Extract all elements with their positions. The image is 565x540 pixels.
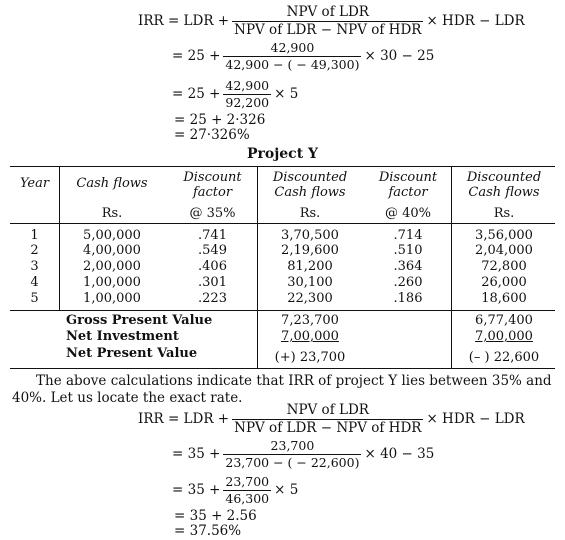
unit-df-35: @ 35% — [189, 206, 236, 221]
irr-formula-2-step-3: = 35 + 2.56 — [174, 508, 257, 524]
fraction-denominator: NPV of LDR − NPV of HDR — [234, 419, 422, 436]
fraction-denominator: 42,900 − ( − 49,300) — [225, 56, 360, 72]
irr-formula-2-step-2 — [172, 476, 298, 505]
cell-cash-flow: 1,00,000 — [83, 275, 141, 290]
cell-df-40: .364 — [393, 259, 423, 274]
fraction-denominator: 92,200 — [225, 94, 270, 110]
table-divider-2 — [257, 166, 258, 368]
cell-dcf-35: 81,200 — [287, 259, 333, 274]
cell-year: 3 — [30, 259, 39, 274]
net-present-value-40: (– ) 22,600 — [468, 350, 540, 365]
step-fraction — [223, 440, 361, 469]
cell-df-40: .510 — [393, 243, 423, 258]
cell-dcf-40: 3,56,000 — [475, 228, 533, 243]
irr-formula-main — [138, 6, 525, 37]
cell-df-35: .549 — [198, 243, 227, 258]
fraction-numerator: 23,700 — [225, 474, 270, 489]
step-tail: × 5 — [274, 481, 299, 498]
formula-tail: × HDR − LDR — [426, 12, 525, 29]
cell-dcf-40: 72,800 — [481, 259, 527, 274]
table-title: Project Y — [246, 146, 319, 162]
step-prefix: = 35 + — [172, 481, 221, 498]
step-tail: × 30 − 25 — [364, 47, 435, 64]
table-top-rule — [10, 166, 555, 167]
irr-formula-1-result: = 27·326% — [174, 127, 250, 143]
cell-dcf-35: 30,100 — [287, 275, 333, 290]
cell-year: 1 — [30, 228, 39, 243]
unit-cash-flows: Rs. — [101, 206, 123, 221]
cell-cash-flow: 4,00,000 — [83, 243, 141, 258]
step-prefix: = 25 + — [172, 47, 221, 64]
header-year: Year — [19, 176, 50, 191]
fraction-numerator: NPV of LDR — [286, 4, 369, 20]
fraction-numerator: 42,900 — [225, 78, 270, 93]
header-discount-factor-40: Discount factor — [378, 170, 438, 200]
step-tail: × 40 − 35 — [364, 445, 435, 462]
irr-formula-1-step-1 — [172, 42, 434, 71]
formula-lhs: IRR = LDR + — [138, 410, 230, 427]
cell-dcf-35: 2,19,600 — [281, 243, 339, 258]
cell-dcf-35: 3,70,500 — [281, 228, 339, 243]
cell-year: 5 — [30, 291, 39, 306]
step-fraction — [223, 42, 361, 71]
cell-dcf-40: 2,04,000 — [475, 243, 533, 258]
cell-dcf-40: 18,600 — [481, 291, 527, 306]
net-investment-label: Net Investment — [66, 329, 179, 344]
net-present-value-label: Net Present Value — [66, 346, 198, 361]
cell-year: 2 — [30, 243, 39, 258]
cell-df-35: .406 — [198, 259, 227, 274]
formula-tail: × HDR − LDR — [426, 410, 525, 427]
header-discounted-cash-flows-40: Discounted Cash flows — [466, 170, 542, 200]
irr-formula-1-step-3: = 25 + 2·326 — [174, 112, 266, 128]
unit-df-40: @ 40% — [384, 206, 432, 221]
cell-df-40: .186 — [393, 291, 423, 306]
cell-year: 4 — [30, 275, 39, 290]
step-tail: × 5 — [274, 85, 299, 102]
fraction-denominator: 23,700 − ( − 22,600) — [225, 454, 360, 470]
gross-present-value-label: Gross Present Value — [66, 313, 213, 328]
cell-cash-flow: 5,00,000 — [83, 228, 141, 243]
gross-present-value-35: 7,23,700 — [281, 313, 339, 328]
header-discount-factor-35: Discount factor — [183, 170, 242, 200]
unit-dcf-40: Rs. — [493, 206, 515, 221]
cell-df-40: .260 — [393, 275, 423, 290]
irr-formula-1 — [138, 6, 525, 37]
header-discounted-cash-flows-35: Discounted Cash flows — [272, 170, 348, 200]
cell-dcf-40: 26,000 — [481, 275, 527, 290]
fraction-numerator: NPV of LDR — [286, 402, 369, 418]
step-fraction — [223, 80, 271, 109]
step-prefix: = 25 + — [172, 85, 221, 102]
cell-cash-flow: 1,00,000 — [83, 291, 141, 306]
table-divider-3 — [451, 166, 452, 368]
formula-lhs: IRR = LDR + — [138, 12, 230, 29]
cell-df-35: .741 — [198, 228, 227, 243]
fraction-numerator: 42,900 — [270, 40, 315, 55]
cell-df-40: .714 — [393, 228, 423, 243]
table-header-rule — [10, 223, 555, 224]
table-body-rule — [10, 310, 555, 311]
irr-formula-2 — [138, 404, 525, 435]
cell-dcf-35: 22,300 — [287, 291, 333, 306]
unit-dcf-35: Rs. — [299, 206, 321, 221]
cell-df-35: .301 — [198, 275, 227, 290]
fraction-denominator: NPV of LDR − NPV of HDR — [234, 21, 422, 38]
cell-cash-flow: 2,00,000 — [83, 259, 141, 274]
header-cash-flows: Cash flows — [76, 176, 148, 191]
explanation-paragraph: The above calculations indicate that IRR of project Y lies between 35% and 40%. Let us locate the exact rate. — [12, 373, 552, 406]
fraction-numerator: 23,700 — [270, 438, 315, 453]
fraction-denominator: 46,300 — [225, 490, 270, 506]
npv-fraction — [232, 6, 423, 37]
step-fraction — [223, 476, 271, 505]
cell-df-35: .223 — [198, 291, 227, 306]
table-divider-1 — [59, 166, 60, 310]
net-investment-35: 7,00,000 — [281, 329, 339, 344]
gross-present-value-40: 6,77,400 — [475, 313, 533, 328]
irr-formula-2-result: = 37.56% — [174, 523, 242, 539]
npv-fraction — [232, 404, 423, 435]
step-prefix: = 35 + — [172, 445, 221, 462]
net-investment-40: 7,00,000 — [475, 329, 533, 344]
table-bottom-rule — [10, 368, 555, 369]
irr-formula-2-step-1 — [172, 440, 434, 469]
irr-formula-1-step-2 — [172, 80, 298, 109]
net-present-value-35: (+) 23,700 — [274, 350, 346, 365]
